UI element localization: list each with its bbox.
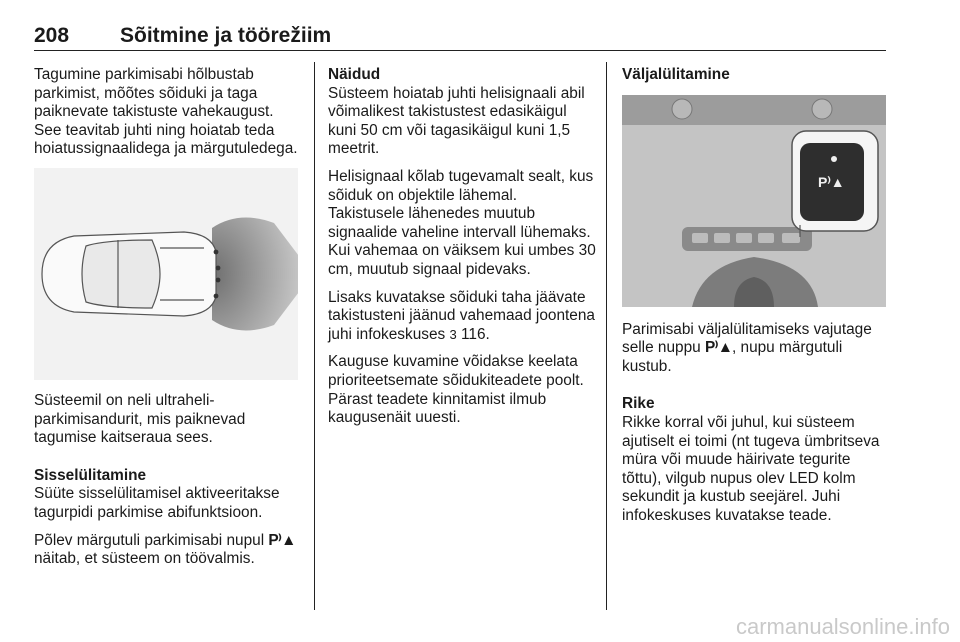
console-photo (622, 95, 886, 307)
intro-paragraph: Tagumine parkimisabi hõlbustab parkimist, mõõtes sõiduki ja taga paiknevate takistuste vahekaugust. See teavitab juhti ning hoiatab teda hoiatussignaalidega ja märgutuledega. (34, 66, 298, 158)
park-assist-button-icon: P⁾▲ (268, 531, 296, 549)
deactivation-paragraph: Parimisabi väljalülitamiseks vajutage selle nuppu P⁾▲, nupu märgutuli kustub. (622, 320, 872, 375)
sensor-zone-icon (212, 218, 298, 331)
activation-paragraph: Süüte sisselülitamisel aktiveeritakse tagurpidi parkimise abifunktsioon. (34, 485, 280, 521)
svg-text:P⁾▲: P⁾▲ (818, 173, 845, 190)
park-assist-button-icon: P⁾▲ (705, 339, 732, 357)
page-reference[interactable]: 116. (461, 325, 490, 343)
led-indicator-icon (831, 156, 837, 162)
car-sensor-illustration (34, 168, 298, 380)
car-top-view-icon (34, 168, 298, 380)
deactivation-heading: Väljalülitamine (622, 66, 730, 83)
indications-heading: Näidud (328, 66, 381, 83)
watermark: carmanualsonline.info (735, 614, 950, 639)
sensors-paragraph: Süsteemil on neli ultraheli-parkimisandurit, mis paiknevad tagumise kaitseraua sees. (34, 391, 246, 447)
led-text-before: Põlev märgutuli parkimisabi nupul (34, 531, 265, 549)
running-title: Sõitmine ja töörežiim (120, 24, 332, 47)
column-divider (606, 62, 607, 610)
column-divider (314, 62, 315, 610)
indications-paragraph-3 (328, 289, 596, 345)
fault-heading: Rike (622, 395, 655, 413)
reference-arrow-icon: 3 (449, 326, 457, 342)
fault-paragraph: Rikke korral või juhul, kui süsteem ajutiselt ei toimi (nt tugeva ümbritseva müra või muude häirivate tegurite tõttu), vilgub nupus olev LED kolm sekundit ja kustub seejärel. Juhi infokeskuses kuvatakse teade. (622, 413, 880, 524)
page-header (34, 24, 886, 51)
page-number: 208 (34, 24, 70, 47)
indications-paragraph-2: Helisignaal kõlab tugevamalt sealt, kus sõiduk on objektile lähemal. Takistusele lähenedes muutub signaalide vaheline intervall lühemaks. Kui vahemaa on väiksem kui umbes 30 cm, muutub signaal pidevaks. (328, 167, 596, 278)
led-text-after: näitab, et süsteem on töövalmis. (34, 550, 255, 568)
center-console-icon (622, 95, 886, 307)
indications-paragraph-1: Süsteem hoiatab juhti helisignaali abil võimalikest takistustest edasikäigul kuni 50 cm või tagasikäigul kuni 1,5 meetrit. (328, 84, 585, 158)
column-2 (328, 66, 596, 437)
activation-heading: Sisselülitamine (34, 466, 147, 484)
led-paragraph (34, 532, 304, 569)
column-3 (622, 66, 888, 535)
p3-text: Lisaks kuvatakse sõiduki taha jäävate takistusteni jäänud vahemaad joontena juhi infokeskuses (328, 288, 595, 343)
column-1 (34, 66, 304, 578)
indications-paragraph-4: Kauguse kuvamine võidakse keelata prioriteetsemate sõidukiteadete poolt. Pärast teadete kinnitamist ilmub kaugusenäit uuesti. (328, 353, 584, 427)
